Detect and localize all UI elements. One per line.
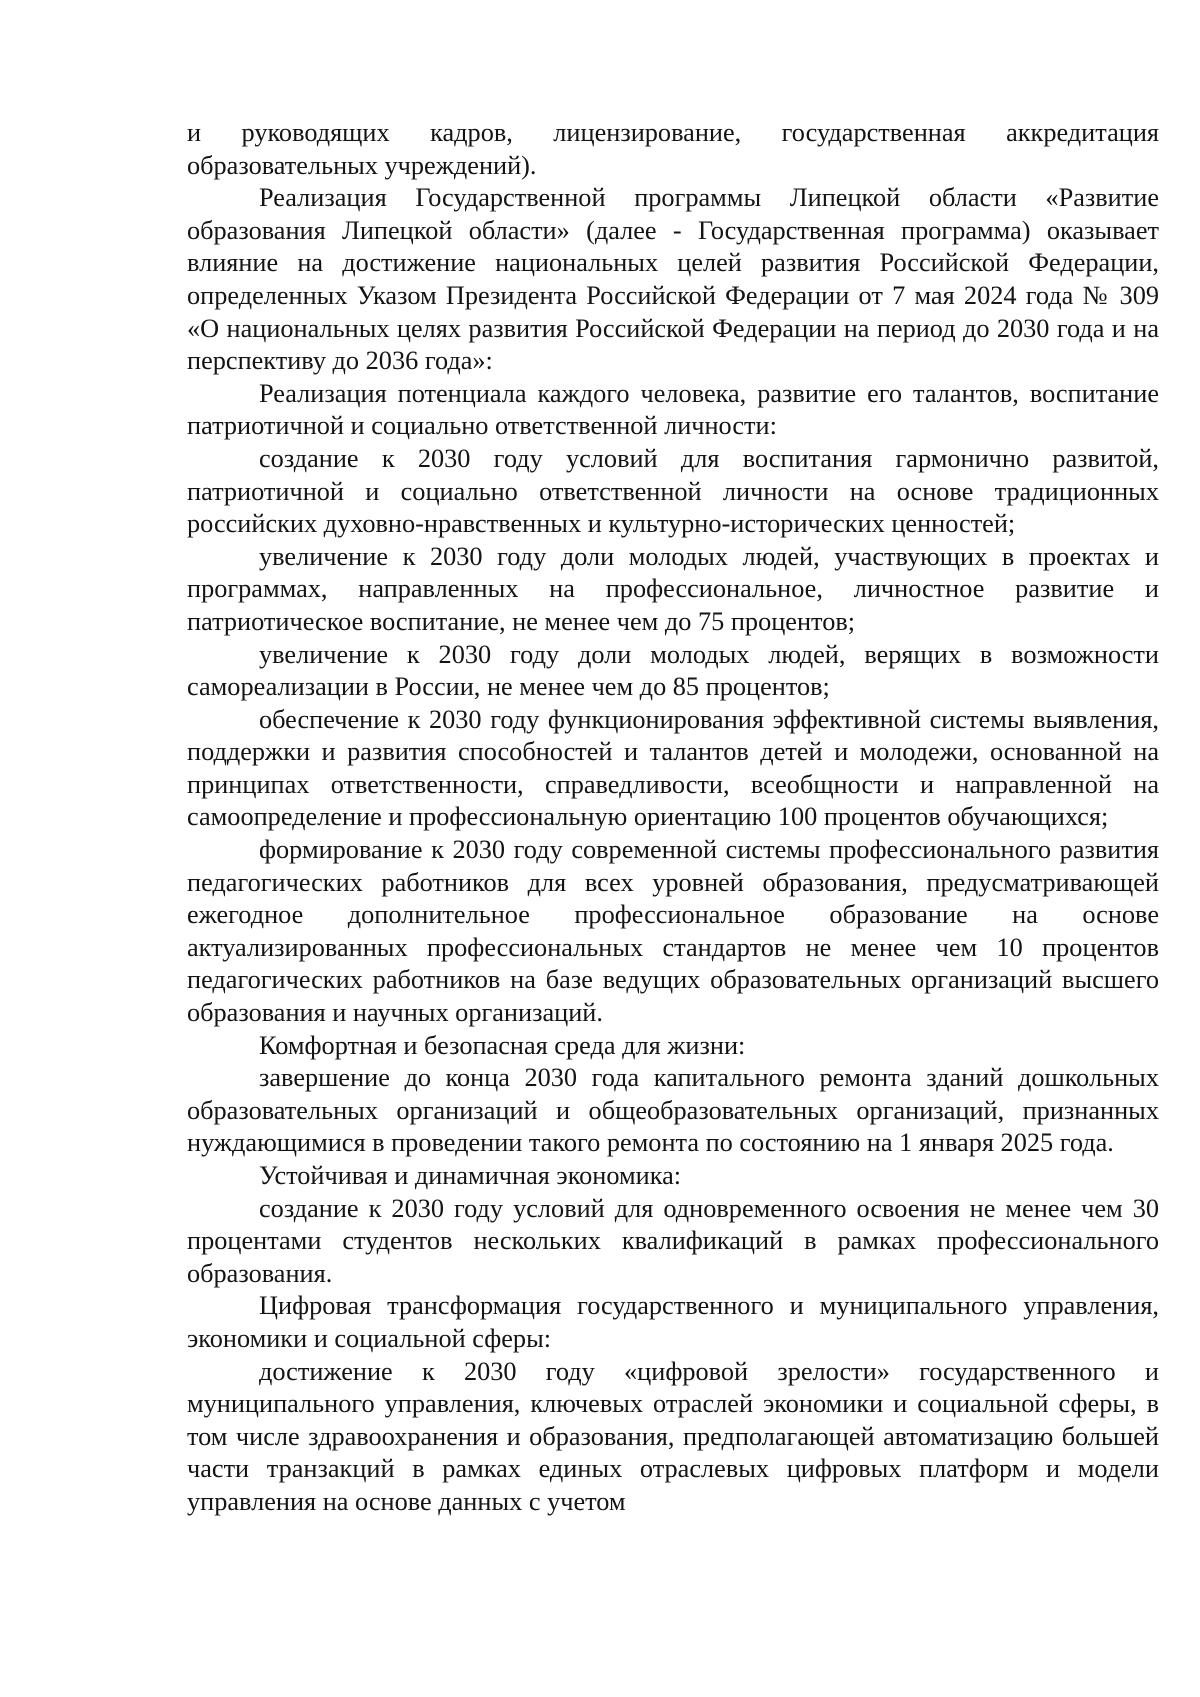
goal-item: создание к 2030 году условий для одновременного освоения не менее чем 30 процентами студентов нескольких квалификаций в рамках профессионального образования. bbox=[187, 1193, 1159, 1288]
goal-heading-potential: Реализация потенциала каждого человека, развитие его талантов, воспитание патриотичной и социально ответственной личности: bbox=[187, 378, 1159, 441]
goal-item: достижение к 2030 году «цифровой зрелости» государственного и муниципального управления, ключевых отраслей экономики и социальной сферы, в том числе здравоохранения и образования, предполагающей автоматизацию большей части транзакций в рамках единых отраслевых цифровых платформ и модели управления на основе данных с учетом bbox=[187, 1356, 1159, 1516]
document-page bbox=[187, 117, 1159, 1519]
goal-item: увеличение к 2030 году доли молодых людей, верящих в возможности самореализации в России, не менее чем до 85 процентов; bbox=[187, 639, 1159, 702]
goal-heading-digital: Цифровая трансформация государственного и муниципального управления, экономики и социальной сферы: bbox=[187, 1291, 1159, 1353]
goal-item: обеспечение к 2030 году функционирования эффективной системы выявления, поддержки и развития способностей и талантов детей и молодежи, основанной на принципах ответственности, справедливости, всеобщности и направленной на самоопределение и профессиональную ориентацию 100 процентов обучающихся; bbox=[187, 704, 1159, 832]
paragraph-program-intro: Реализация Государственной программы Липецкой области «Развитие образования Липецкой области» (далее - Государственная программа) оказывает влияние на достижение национальных целей развития Российской Федерации, определенных Указом Президента Российской Федерации от 7 мая 2024 года № 309 «О национальных целях развития Российской Федерации на период до 2030 года и на перспективу до 2036 года»: bbox=[187, 183, 1159, 376]
goal-heading-economy: Устойчивая и динамичная экономика: bbox=[259, 1161, 682, 1190]
paragraph-continuation: и руководящих кадров, лицензирование, государственная аккредитация образовательных учреждений). bbox=[187, 118, 1159, 180]
goal-item: создание к 2030 году условий для воспитания гармонично развитой, патриотичной и социально ответственной личности на основе традиционных российских духовно-нравственных и культурно-исторических ценностей; bbox=[187, 443, 1159, 539]
goal-heading-environment: Комфортная и безопасная среда для жизни: bbox=[259, 1030, 746, 1060]
goal-item: формирование к 2030 году современной системы профессионального развития педагогических работников для всех уровней образования, предусматривающей ежегодное дополнительное профессиональное образование на основе актуализированных профессиональных стандартов не менее чем 10 процентов педагогических работников на базе ведущих образовательных организаций высшего образования и научных организаций. bbox=[187, 835, 1159, 1028]
goal-item: завершение до конца 2030 года капитального ремонта зданий дошкольных образовательных организаций и общеобразовательных организаций, признанных нуждающимися в проведении такого ремонта по состоянию на 1 января 2025 года. bbox=[187, 1063, 1159, 1158]
goal-item: увеличение к 2030 году доли молодых людей, участвующих в проектах и программах, направленных на профессиональное, личностное развитие и патриотическое воспитание, не менее чем до 75 процентов; bbox=[187, 541, 1159, 636]
